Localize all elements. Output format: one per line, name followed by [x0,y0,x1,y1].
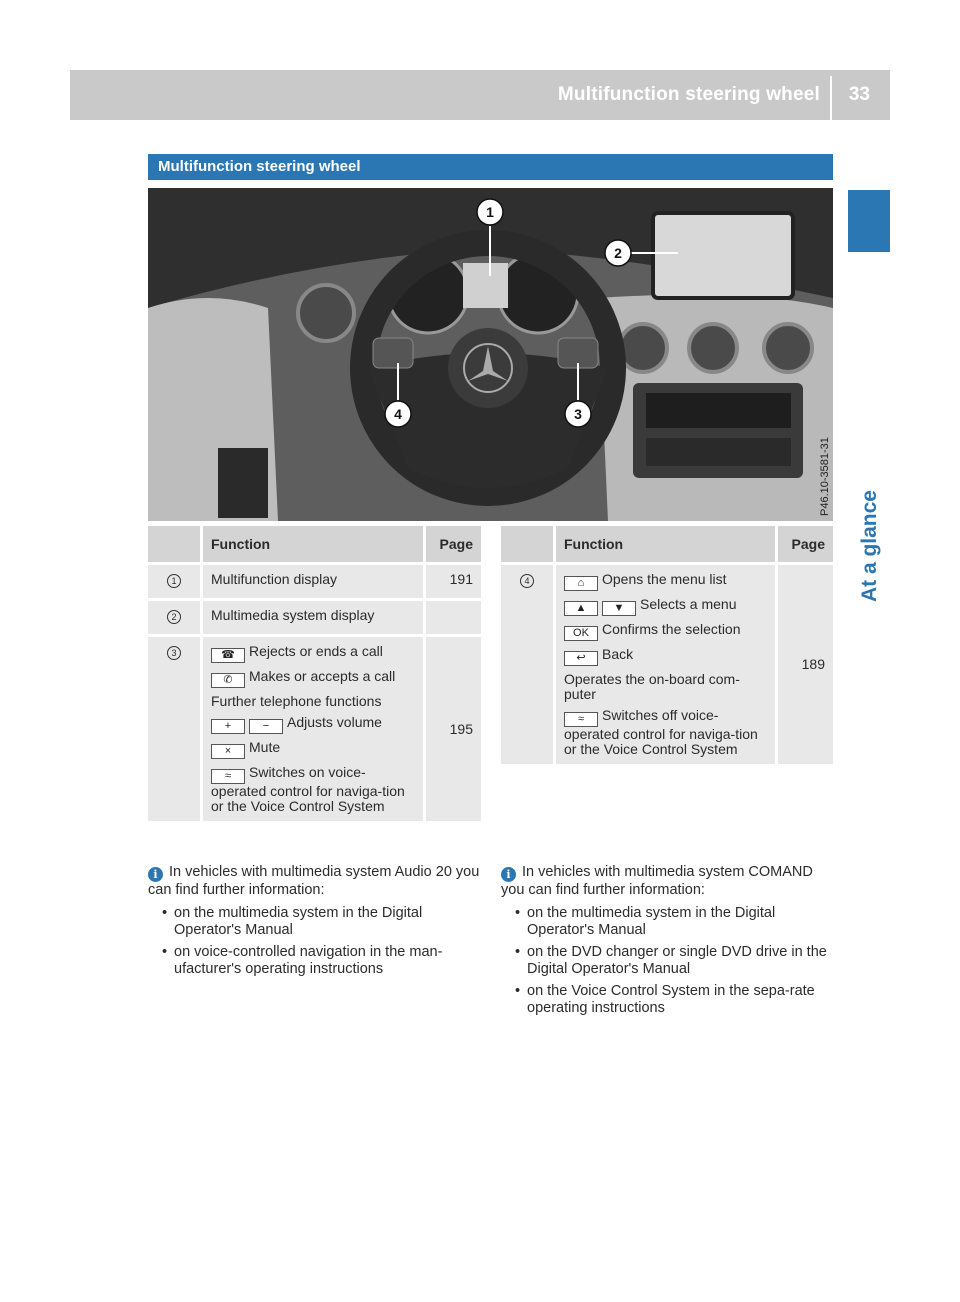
mute-icon: × [211,744,245,759]
callout-label-3: 3 [574,406,582,422]
table-header-page: Page [775,526,833,562]
table-row [501,562,833,764]
table-row [148,598,481,634]
row-number: 3 [167,646,181,660]
row-page: 191 [423,562,481,598]
info-note-left [148,864,483,983]
list-item: • on the multimedia system in the Digital Operator's Manual [162,905,483,939]
home-icon: ⌂ [564,576,598,591]
list-item: • on the multimedia system in the Digital Operator's Manual [515,905,833,939]
page-header [70,70,890,120]
voice-icon: ≈ [211,769,245,784]
back-icon: ↩ [564,651,598,666]
table-header-function: Function [200,526,423,562]
info-note-right [501,864,833,1022]
header-divider [830,76,832,120]
table-header-function: Function [553,526,775,562]
note-intro: In vehicles with multimedia system Audio 20 you can find further information: [148,864,480,898]
image-code: P46.10-3581-31 [819,437,831,516]
list-item: • on the Voice Control System in the sepa-rate operating instructions [515,983,833,1017]
note-list [501,905,833,1017]
section-title: Multifunction steering wheel [158,158,361,175]
page-number: 33 [848,84,870,105]
row-page [423,598,481,634]
plus-icon: + [211,719,245,734]
cockpit-illustration [148,188,833,521]
row-number: 4 [520,574,534,588]
phone-icon: ✆ [211,673,245,688]
info-icon: i [501,867,516,882]
table-row [148,634,481,821]
chapter-label: At a glance [858,490,881,603]
note-intro: In vehicles with multimedia system COMAND you can find further information: [501,864,813,898]
callout-label-1: 1 [486,204,494,220]
row-page: 189 [775,562,833,764]
row-function: ⌂ Opens the menu list ▲ ▼ Selects a menu OK Confirms the selection ↩ Back Operates the on-board com-puter ≈ Switches off voice-operated control for naviga-tion or the Voice Control System [553,562,775,764]
header-title: Multifunction steering wheel [557,84,820,105]
voice-icon: ≈ [564,712,598,727]
minus-icon: − [249,719,283,734]
callout-label-2: 2 [614,245,622,261]
row-number: 1 [167,574,181,588]
row-page: 195 [423,634,481,821]
up-icon: ▲ [564,601,598,616]
table-header-page: Page [423,526,481,562]
hang-up-icon: ☎ [211,648,245,663]
section-bar [148,154,833,180]
row-function: Multifunction display [200,562,423,598]
steering-wheel-photo [148,188,833,521]
chapter-tab [848,190,890,252]
chapter-label-container [846,248,894,708]
down-icon: ▼ [602,601,636,616]
function-table-right [501,526,833,764]
info-icon: i [148,867,163,882]
list-item: • on the DVD changer or single DVD drive in the Digital Operator's Manual [515,944,833,978]
table-row [148,562,481,598]
callout-label-4: 4 [394,406,402,422]
function-table-left [148,526,481,821]
note-list [148,905,483,978]
row-number: 2 [167,610,181,624]
row-function: ☎ Rejects or ends a call ✆ Makes or accepts a call Further telephone functions + − Adjusts volume × Mute ≈ Switches on voice-operated control for naviga-tion or the Voice Control System [200,634,423,821]
row-function: Multimedia system display [200,598,423,634]
list-item: • on voice-controlled navigation in the man-ufacturer's operating instructions [162,944,483,978]
ok-icon: OK [564,626,598,641]
